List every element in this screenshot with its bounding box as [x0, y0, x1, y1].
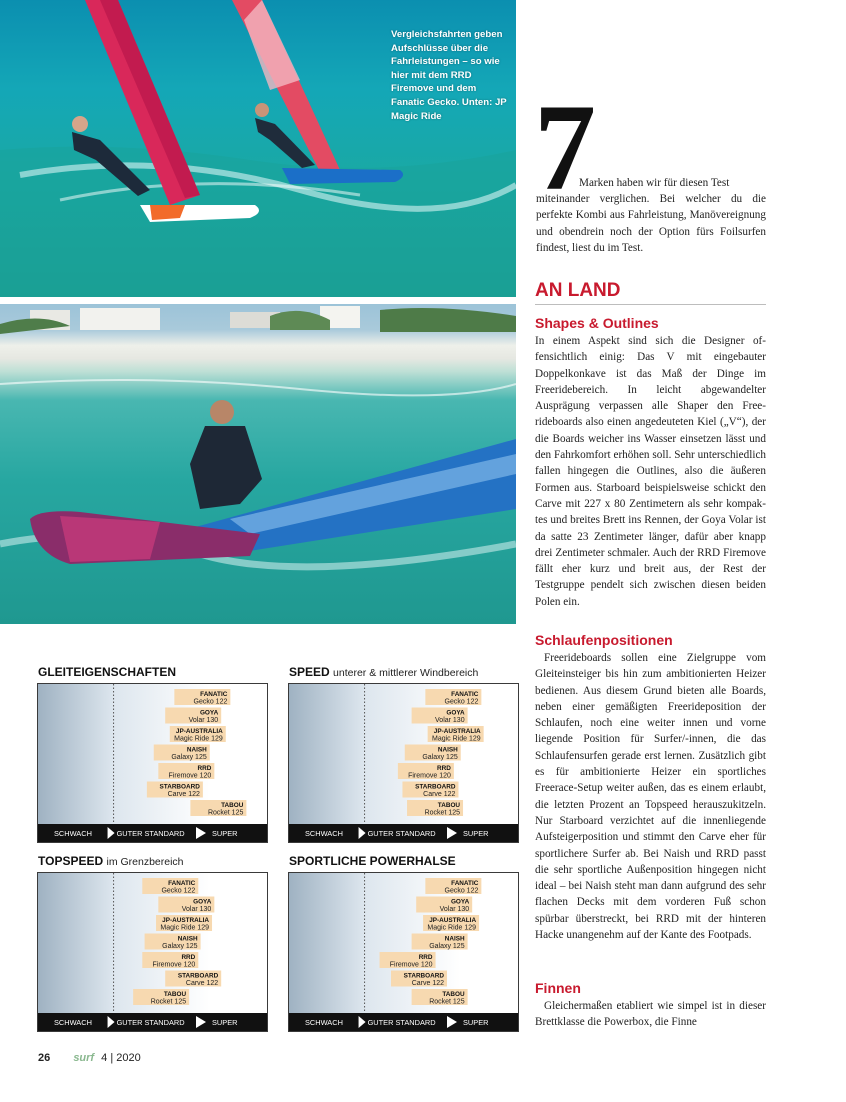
bar-brand-label: RRD [197, 765, 212, 772]
intro-big-number: 7 [534, 79, 596, 216]
bar-model-label: Rocket 125 [429, 998, 465, 1006]
chart-topspeed [37, 872, 268, 1032]
bar-brand-label: RRD [418, 954, 433, 961]
bar-brand-label: FANATIC [451, 691, 479, 698]
chart-speed [288, 683, 519, 843]
scale-label-standard: GUTER STANDARD [367, 829, 436, 838]
bar-model-label: Firemove 120 [168, 772, 212, 780]
bar-brand-label: JP-AUSTRALIA [162, 917, 210, 924]
scale-label-standard: GUTER STANDARD [116, 829, 185, 838]
page-number: 26 [38, 1052, 51, 1064]
chart-title-topspeed [38, 854, 184, 868]
bar-brand-label: TABOU [221, 802, 244, 809]
bar-brand-label: RRD [181, 954, 196, 961]
bar-model-label: Gecko 122 [161, 887, 196, 895]
bar-model-label: Gecko 122 [444, 887, 479, 895]
bar-brand-label: TABOU [437, 802, 461, 809]
bar-model-label: Gecko 122 [444, 698, 479, 706]
scale-label-super: SUPER [212, 829, 238, 838]
bar-brand-label: STARBOARD [403, 972, 445, 980]
page-footer [38, 1052, 141, 1064]
section-heading: AN LAND [535, 280, 766, 305]
chart-svg-powerhalse [289, 873, 518, 1031]
chart-background [289, 873, 518, 1013]
bar-brand-label: FANATIC [451, 880, 479, 887]
photo-bottom-drawing [0, 304, 516, 624]
chart-background [289, 684, 518, 824]
bar-brand-label: TABOU [442, 991, 465, 998]
paragraph-schlaufen: Freerideboards sollen eine Zielgruppe vom Gleiteinsteiger bis hin zum ambitionierten Heizer bedienen. Aus diesem Grund bieten alle Boards, neben einer gemäßigten Freerideposition der Schlaufen, noch eine weiter innen und vorne liegende Position für Surfer/-innen, die das Schlaufensurfen gerade erst lernen. Zusätzlich gibt es für ambitionierte Heizer ein sportliches Freerace-Setup weiter außen, das es einem erlaubt, die letzten Prozent an Topspeed herauszukitzeln. Nur Starboard verzichtet auf die innenliegende Aufsteigerposition und stimmt den Carve eher für sportlichere Surfer ab. Bei Naish und RRD passt die sehr sportliche Außenposition hingegen nicht ideal – bei Naish steht man dann aufgrund des sehr flachen Decks mit dem vorderen Fuß schon spürbar überstreckt, bei RRD mit der hinteren Hacke unangenehm auf der Kante des Footpads. [535, 652, 766, 942]
bar-brand-label: JP-AUSTRALIA [433, 728, 481, 735]
bar-brand-label: STARBOARD [177, 972, 219, 980]
bar-model-label: Galaxy 125 [171, 754, 207, 761]
bar-model-label: Magic Ride 129 [432, 735, 481, 743]
bar-model-label: Firemove 120 [408, 772, 451, 780]
bar-model-label: Carve 122 [423, 791, 456, 798]
chart-title-speed [289, 665, 478, 679]
scale-label-standard: GUTER STANDARD [367, 1018, 436, 1027]
intro-text: miteinander verglichen. Bei welcher du die perfekte Kombi aus Fahrleistung, Manövereignung und obendrein noch der Option fürs Foilsurfen findest, liest du im Test. [536, 193, 766, 254]
bar-model-label: Galaxy 125 [162, 943, 198, 950]
bar-brand-label: FANATIC [168, 880, 196, 887]
chart-title-gleit-main: GLEITEIGENSCHAFTEN [38, 665, 177, 679]
scale-label-schwach: SCHWACH [54, 1018, 92, 1027]
chart-title-speed-main: SPEED [289, 665, 330, 679]
scale-label-standard: GUTER STANDARD [116, 1018, 185, 1027]
scale-label-super: SUPER [463, 1018, 489, 1027]
bar-brand-label: STARBOARD [415, 783, 456, 791]
chart-title-topspeed-sub: im Grenzbereich [106, 856, 184, 868]
bar-model-label: Galaxy 125 [422, 754, 458, 761]
bar-model-label: Carve 122 [167, 791, 200, 798]
issue-number: 4 | 2020 [101, 1052, 141, 1064]
scale-label-super: SUPER [463, 829, 489, 838]
bar-model-label: Firemove 120 [389, 961, 433, 969]
photo-caption: Vergleichsfahrten geben Aufschlüsse über die Fahrleistungen – so wie hier mit dem RRD Firemove und dem Fanatic Gecko. Unten: JP Magic Ride [391, 29, 507, 122]
bar-brand-label: NAISH [177, 935, 198, 943]
bar-model-label: Volar 130 [435, 717, 465, 724]
bar-model-label: Magic Ride 129 [427, 924, 477, 932]
bar-model-label: Carve 122 [411, 980, 445, 987]
bar-brand-label: GOYA [450, 898, 470, 906]
subheading-finnen: Finnen [535, 980, 581, 996]
bar-brand-label: NAISH [186, 746, 207, 754]
scale-label-super: SUPER [212, 1018, 238, 1027]
bar-model-label: Rocket 125 [424, 809, 461, 817]
intro-paragraph [536, 175, 766, 256]
bar-model-label: Volar 130 [181, 906, 212, 913]
bar-model-label: Firemove 120 [152, 961, 196, 969]
bar-model-label: Magic Ride 129 [174, 735, 223, 743]
bar-brand-label: TABOU [163, 991, 187, 998]
bar-model-label: Carve 122 [185, 980, 219, 987]
chart-svg-gleit [38, 684, 267, 842]
subheading-shapes: Shapes & Outlines [535, 315, 659, 331]
photo-windsurfers-comparison [0, 0, 516, 297]
bar-brand-label: JP-AUSTRALIA [429, 917, 477, 924]
magazine-logo: surf [73, 1052, 95, 1064]
bar-model-label: Rocket 125 [207, 809, 244, 817]
bar-model-label: Galaxy 125 [429, 943, 465, 950]
chart-title-gleit [38, 665, 176, 679]
bar-brand-label: RRD [437, 765, 451, 772]
scale-label-schwach: SCHWACH [54, 829, 92, 838]
paragraph-shapes: In einem Aspekt sind sich die Designer offensichtlich einig: Das V mit eingebauter Doppelkonkave ist das Maß der Dinge im Freeridebereich. In leicht abgewandelter Ausprägung verpassen alle Shaper den Freerideboards also einen angedeuteten Kiel („V“), der die Boards weicher ins Wasser einsetzen lässt und den Fahrkomfort erhöhen soll. Sehr unterschiedlich fallen hingegen die Outlines, also die äußeren Formen aus. Starboard beispielsweise schickt den Carve mit 227 x 80 Zentimetern als sehr kompaktes und breites Brett ins Rennen, der Goya Volar ist da satte 23 Zentimeter länger, dafür aber knapp drei Zentimeter schmaler. Auch der RRD Firemove fällt eher kurz und breit aus, der Rest der Testgruppe pendelt sich zwischen diesen beiden Polen ein. [535, 335, 766, 608]
bar-brand-label: NAISH [444, 935, 465, 943]
bar-model-label: Gecko 122 [193, 698, 228, 706]
bar-brand-label: GOYA [193, 898, 212, 906]
chart-title-topspeed-main: TOPSPEED [38, 854, 104, 868]
chart-title-powerhalse-main: SPORTLICHE POWERHALSE [289, 854, 456, 868]
bar-brand-label: STARBOARD [159, 783, 200, 791]
scale-label-schwach: SCHWACH [305, 1018, 343, 1027]
bar-brand-label: GOYA [199, 709, 219, 717]
chart-title-speed-sub: unterer & mittlerer Windbereich [333, 667, 479, 679]
chart-gleiteigenschaften [37, 683, 268, 843]
intro-first-line: Marken haben wir für diesen Test [579, 177, 730, 189]
chart-powerhalse [288, 872, 519, 1032]
bar-brand-label: NAISH [437, 746, 458, 754]
chart-title-powerhalse [289, 854, 456, 868]
bar-model-label: Volar 130 [188, 717, 219, 724]
scale-label-schwach: SCHWACH [305, 829, 343, 838]
bar-brand-label: JP-AUSTRALIA [175, 728, 223, 735]
bar-brand-label: GOYA [446, 709, 465, 717]
photo-jp-magic-ride [0, 304, 516, 624]
bar-model-label: Magic Ride 129 [160, 924, 210, 932]
subheading-schlaufen: Schlaufenpositionen [535, 632, 673, 648]
bar-model-label: Rocket 125 [150, 998, 187, 1006]
paragraph-finnen: Gleichermaßen etabliert wie simpel ist in dieser Brettklasse die Powerbox, die Finne [535, 1000, 766, 1029]
chart-svg-speed [289, 684, 518, 842]
bar-brand-label: FANATIC [200, 691, 228, 698]
chart-svg-topspeed [38, 873, 267, 1031]
bar-model-label: Volar 130 [439, 906, 470, 913]
